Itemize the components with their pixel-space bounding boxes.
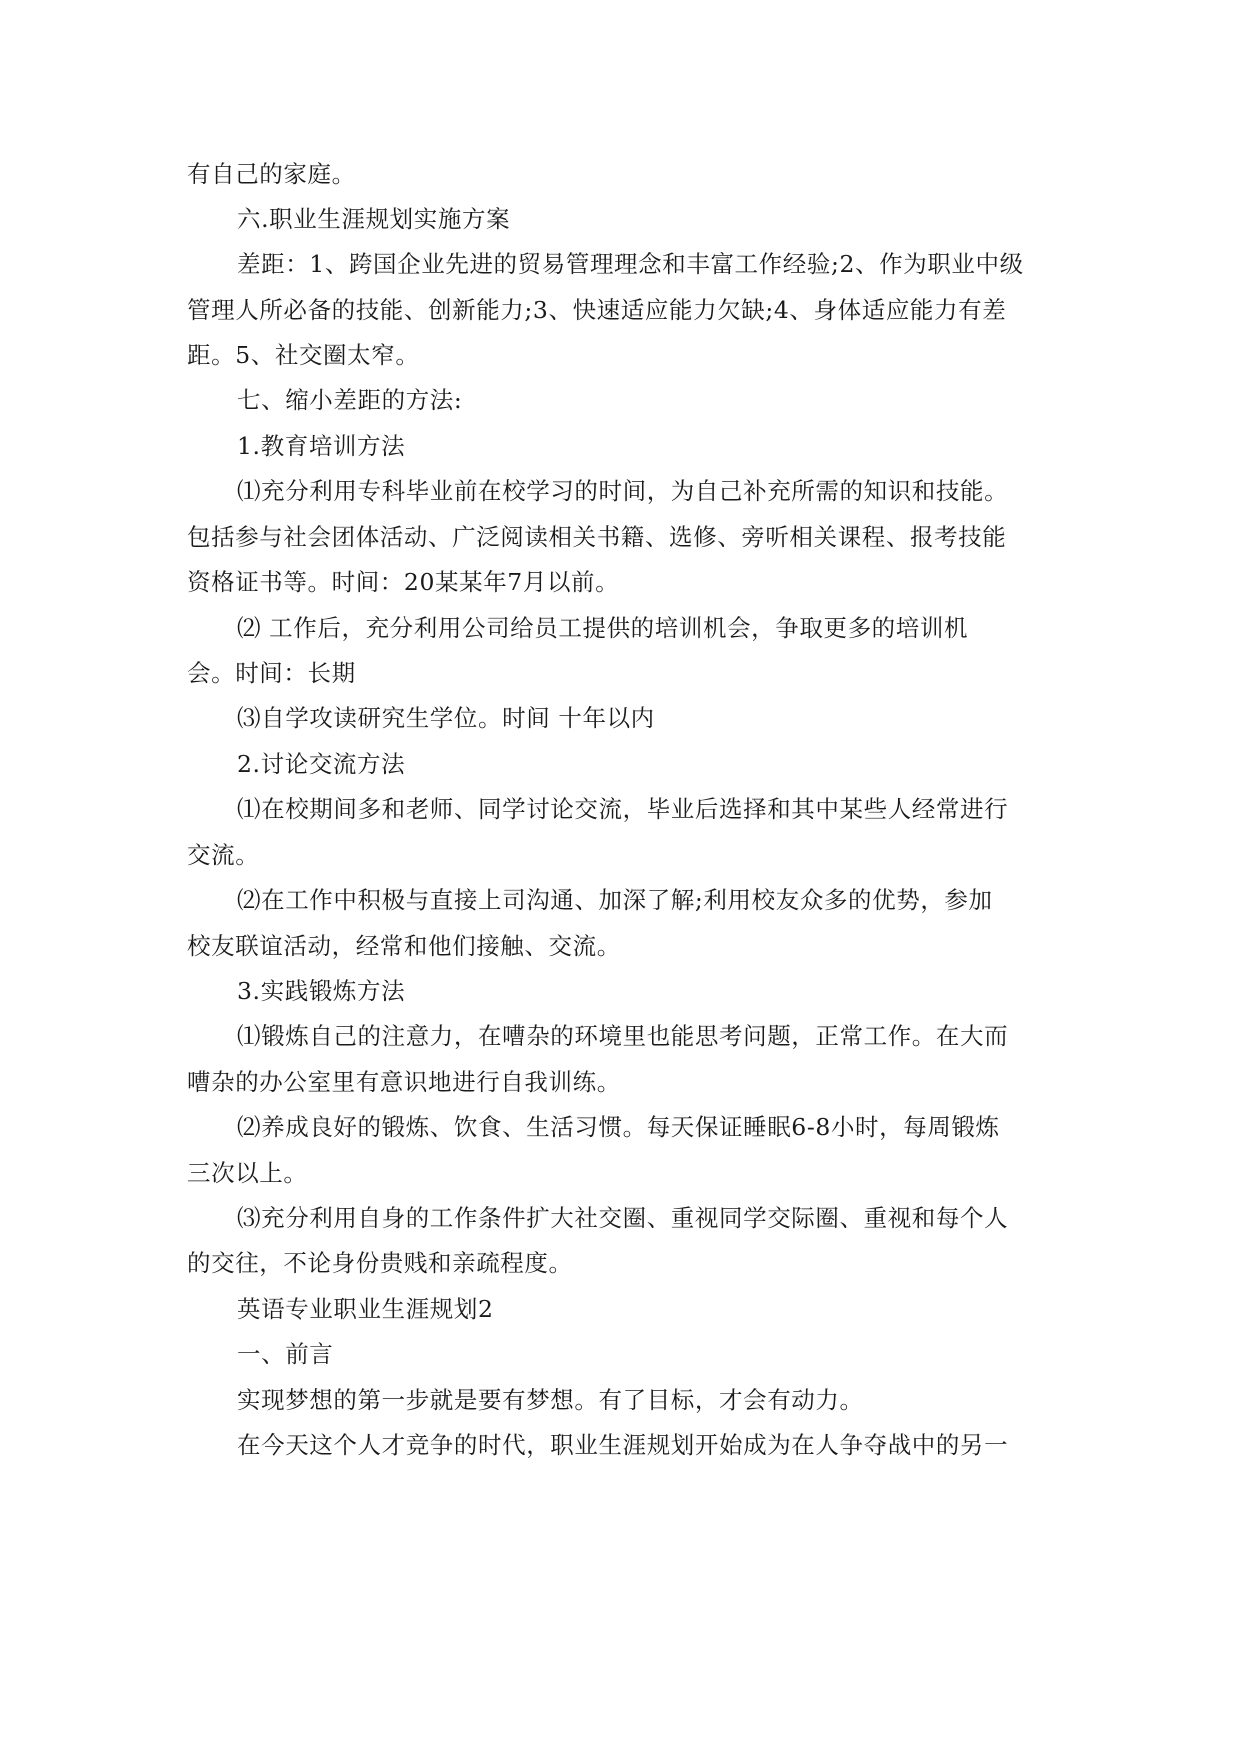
text-line: 的交往，不论身份贵贱和亲疏程度。 [187, 1249, 573, 1277]
text-line: ⑴锻炼自己的注意力，在嘈杂的环境里也能思考问题，正常工作。在大而 [237, 1022, 1009, 1050]
text-line: 会。时间：长期 [187, 659, 356, 687]
text-line: 管理人所必备的技能、创新能力;3、快速适应能力欠缺;4、身体适应能力有差 [187, 296, 1007, 324]
text-line: ⑶充分利用自身的工作条件扩大社交圈、重视同学交际圈、重视和每个人 [237, 1204, 1009, 1232]
text-line: 距。5、社交圈太窄。 [187, 341, 420, 369]
text-line: 交流。 [187, 841, 260, 869]
text-line: 三次以上。 [187, 1159, 308, 1187]
text-line: ⑴充分利用专科毕业前在校学习的时间，为自己补充所需的知识和技能。 [237, 477, 1009, 505]
text-line: ⑵ 工作后，充分利用公司给员工提供的培训机会，争取更多的培训机 [237, 614, 969, 642]
subsection-heading: 3.实践锻炼方法 [237, 977, 406, 1005]
text-line: 差距：1、跨国企业先进的贸易管理理念和丰富工作经验;2、作为职业中级 [237, 250, 1024, 278]
text-line: 校友联谊活动，经常和他们接触、交流。 [187, 932, 621, 960]
text-line: 有自己的家庭。 [187, 160, 356, 188]
text-line: 在今天这个人才竞争的时代，职业生涯规划开始成为在人争夺战中的另一 [237, 1431, 1009, 1459]
section-heading: 六.职业生涯规划实施方案 [237, 205, 511, 233]
text-line: 包括参与社会团体活动、广泛阅读相关书籍、选修、旁听相关课程、报考技能 [187, 523, 1007, 551]
text-line: 实现梦想的第一步就是要有梦想。有了目标，才会有动力。 [237, 1386, 864, 1414]
text-line: ⑶自学攻读研究生学位。时间 十年以内 [237, 704, 655, 732]
document-title: 英语专业职业生涯规划2 [237, 1295, 494, 1323]
section-heading: 七、缩小差距的方法: [237, 386, 463, 414]
text-line: ⑵养成良好的锻炼、饮食、生活习惯。每天保证睡眠6-8小时，每周锻炼 [237, 1113, 1000, 1141]
text-line: 嘈杂的办公室里有意识地进行自我训练。 [187, 1068, 621, 1096]
subsection-heading: 2.讨论交流方法 [237, 750, 406, 778]
text-line: ⑵在工作中积极与直接上司沟通、加深了解;利用校友众多的优势，参加 [237, 886, 993, 914]
text-line: 资格证书等。时间：20某某年7月以前。 [187, 568, 620, 596]
text-line: ⑴在校期间多和老师、同学讨论交流，毕业后选择和其中某些人经常进行 [237, 795, 1009, 823]
subsection-heading: 1.教育培训方法 [237, 432, 406, 460]
section-heading: 一、前言 [237, 1340, 334, 1368]
